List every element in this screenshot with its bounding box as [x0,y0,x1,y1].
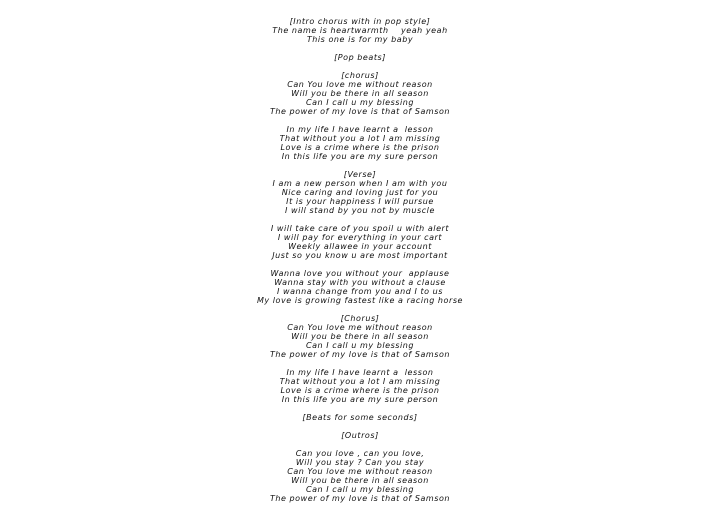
lyric-line: Can I call u my blessing [305,485,415,494]
stanza [0,431,720,440]
lyric-line: The power of my love is that of Samson [269,350,451,359]
lyric-line: Wanna love you without your applause [270,269,450,278]
lyric-line: Can I call u my blessing [305,98,415,107]
lyric-line: Can You love me without reason [287,80,433,89]
lyric-line: Love is a crime where is the prison [280,143,440,152]
lyrics-page [0,17,720,512]
lyric-line: The power of my love is that of Samson [269,107,451,116]
lyric-line: [Chorus] [340,314,380,323]
lyric-line: Nice caring and loving just for you [281,188,439,197]
lyric-line: In this life you are my sure person [281,152,439,161]
lyric-line: [Verse] [343,170,377,179]
lyric-line: It is your happiness I will pursue [286,197,434,206]
stanza [0,170,720,215]
lyric-line: Can You love me without reason [287,323,433,332]
stanza [0,125,720,161]
lyric-line: In my life I have learnt a lesson [286,125,434,134]
stanza [0,269,720,305]
lyric-line: I wanna change from you and I to us [276,287,444,296]
lyric-line: The power of my love is that of Samson [269,494,451,503]
lyric-line: Just so you know u are most important [272,251,448,260]
stanza [0,314,720,359]
lyric-line: The name is heartwarmth yeah yeah [272,26,448,35]
lyric-line: [Pop beats] [334,53,386,62]
lyric-line: [Intro chorus with in pop style] [289,17,431,26]
lyric-line: This one is for my baby [306,35,414,44]
lyric-line: [Beats for some seconds] [302,413,418,422]
lyric-line: Wanna stay with you without a clause [274,278,446,287]
lyric-line: Weekly allawee in your account [288,242,432,251]
stanza [0,71,720,116]
lyric-line: Can You love me without reason [287,467,433,476]
lyric-line: Can you love , can you love, [295,449,425,458]
lyric-line: My love is growing fastest like a racing horse [256,296,464,305]
lyric-line: That without you a lot I am missing [279,377,441,386]
lyric-line: In my life I have learnt a lesson [286,368,434,377]
stanza [0,413,720,422]
stanza [0,449,720,503]
lyric-line: That without you a lot I am missing [279,134,441,143]
stanza [0,368,720,404]
lyric-line: I will stand by you not by muscle [285,206,435,215]
lyric-line: [Outros] [341,431,379,440]
lyric-line: In this life you are my sure person [281,395,439,404]
lyric-line: Love is a crime where is the prison [280,386,440,395]
stanza [0,224,720,260]
lyric-line: I am a new person when I am with you [272,179,448,188]
lyric-line: Will you stay ? Can you stay [295,458,425,467]
lyric-line: Will you be there in all season [291,476,429,485]
lyric-line: I will take care of you spoil u with alert [270,224,450,233]
stanza [0,53,720,62]
stanza [0,17,720,44]
lyric-line: Can I call u my blessing [305,341,415,350]
lyric-line: [chorus] [341,71,379,80]
lyric-line: Will you be there in all season [291,89,429,98]
lyric-line: Will you be there in all season [291,332,429,341]
lyric-line: I will pay for everything in your cart [277,233,443,242]
